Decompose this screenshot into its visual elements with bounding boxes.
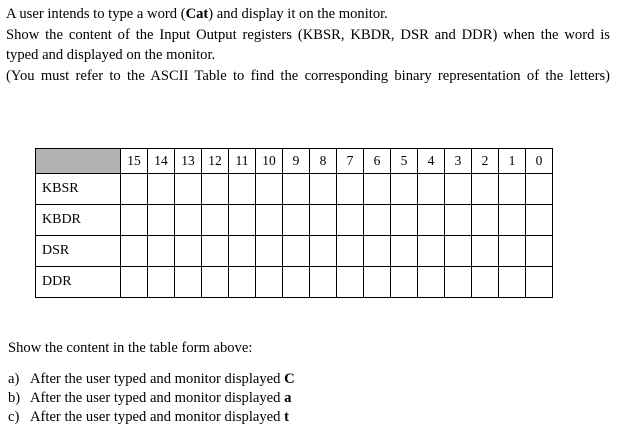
bit-cell-15[interactable] — [121, 267, 148, 298]
question-line-1-suffix: ) and display it on the monitor. — [208, 6, 388, 22]
bit-header-8: 8 — [310, 149, 337, 174]
bit-cell-2[interactable] — [472, 205, 499, 236]
bit-header-15: 15 — [121, 149, 148, 174]
bit-cell-7[interactable] — [337, 174, 364, 205]
bit-cell-1[interactable] — [499, 205, 526, 236]
bit-cell-7[interactable] — [337, 205, 364, 236]
list-item-letter: t — [284, 409, 289, 425]
bit-cell-0[interactable] — [526, 205, 553, 236]
bit-cell-6[interactable] — [364, 174, 391, 205]
list-marker: a) — [8, 371, 20, 387]
bit-cell-15[interactable] — [121, 205, 148, 236]
bit-cell-2[interactable] — [472, 267, 499, 298]
bit-cell-1[interactable] — [499, 236, 526, 267]
question-line-1-prefix: A user intends to type a word ( — [6, 6, 186, 22]
bit-cell-14[interactable] — [148, 205, 175, 236]
bit-header-6: 6 — [364, 149, 391, 174]
bit-header-9: 9 — [283, 149, 310, 174]
bit-cell-6[interactable] — [364, 205, 391, 236]
bit-header-12: 12 — [202, 149, 229, 174]
register-label: KBSR — [36, 174, 121, 205]
list-item — [8, 370, 295, 389]
question-line-3: (You must refer to the ASCII Table to find the corresponding binary representation of the letters) — [6, 67, 610, 84]
bit-cell-12[interactable] — [202, 236, 229, 267]
target-word: Cat — [185, 6, 209, 22]
bit-cell-4[interactable] — [418, 205, 445, 236]
bit-cell-13[interactable] — [175, 174, 202, 205]
bit-cell-4[interactable] — [418, 236, 445, 267]
bit-cell-11[interactable] — [229, 205, 256, 236]
bit-cell-10[interactable] — [256, 174, 283, 205]
bit-cell-12[interactable] — [202, 174, 229, 205]
bit-cell-3[interactable] — [445, 267, 472, 298]
question-text — [6, 4, 610, 86]
bit-cell-11[interactable] — [229, 174, 256, 205]
bit-cell-0[interactable] — [526, 174, 553, 205]
bit-cell-8[interactable] — [310, 174, 337, 205]
bit-cell-10[interactable] — [256, 205, 283, 236]
list-marker: c) — [8, 409, 20, 425]
list-marker: b) — [8, 390, 21, 406]
bit-cell-15[interactable] — [121, 174, 148, 205]
bit-cell-4[interactable] — [418, 267, 445, 298]
bit-header-10: 10 — [256, 149, 283, 174]
bit-cell-14[interactable] — [148, 267, 175, 298]
list-item-text: After the user typed and monitor displayed — [30, 371, 285, 387]
bit-header-3: 3 — [445, 149, 472, 174]
bit-cell-9[interactable] — [283, 267, 310, 298]
bit-cell-5[interactable] — [391, 236, 418, 267]
bit-cell-8[interactable] — [310, 205, 337, 236]
bit-cell-7[interactable] — [337, 236, 364, 267]
register-row-kbsr — [36, 174, 553, 205]
bit-header-7: 7 — [337, 149, 364, 174]
bit-cell-13[interactable] — [175, 205, 202, 236]
bit-header-row — [36, 149, 553, 174]
bit-cell-12[interactable] — [202, 205, 229, 236]
bit-cell-7[interactable] — [337, 267, 364, 298]
question-line-1 — [6, 4, 610, 25]
bit-cell-9[interactable] — [283, 205, 310, 236]
table-corner-cell — [36, 149, 121, 174]
bit-header-13: 13 — [175, 149, 202, 174]
bit-cell-3[interactable] — [445, 174, 472, 205]
bit-cell-0[interactable] — [526, 236, 553, 267]
instructions — [8, 339, 295, 427]
bit-header-4: 4 — [418, 149, 445, 174]
bit-cell-6[interactable] — [364, 267, 391, 298]
bit-cell-8[interactable] — [310, 267, 337, 298]
register-row-kbdr — [36, 205, 553, 236]
bit-header-0: 0 — [526, 149, 553, 174]
bit-cell-15[interactable] — [121, 236, 148, 267]
bit-cell-1[interactable] — [499, 174, 526, 205]
bit-cell-6[interactable] — [364, 236, 391, 267]
bit-header-2: 2 — [472, 149, 499, 174]
list-item-letter: C — [284, 371, 295, 387]
bit-cell-1[interactable] — [499, 267, 526, 298]
bit-cell-2[interactable] — [472, 236, 499, 267]
bit-cell-10[interactable] — [256, 236, 283, 267]
bit-cell-11[interactable] — [229, 267, 256, 298]
io-register-table — [35, 148, 553, 298]
bit-cell-13[interactable] — [175, 267, 202, 298]
register-label: DDR — [36, 267, 121, 298]
bit-cell-10[interactable] — [256, 267, 283, 298]
bit-cell-5[interactable] — [391, 267, 418, 298]
list-item-text: After the user typed and monitor displayed — [30, 409, 285, 425]
bit-cell-3[interactable] — [445, 205, 472, 236]
bit-cell-11[interactable] — [229, 236, 256, 267]
bit-cell-9[interactable] — [283, 174, 310, 205]
bit-cell-5[interactable] — [391, 205, 418, 236]
bit-cell-5[interactable] — [391, 174, 418, 205]
instructions-list — [8, 370, 295, 427]
list-item — [8, 389, 295, 408]
bit-cell-4[interactable] — [418, 174, 445, 205]
bit-cell-12[interactable] — [202, 267, 229, 298]
bit-cell-14[interactable] — [148, 236, 175, 267]
register-row-dsr — [36, 236, 553, 267]
bit-cell-2[interactable] — [472, 174, 499, 205]
list-item — [8, 408, 295, 427]
register-label: KBDR — [36, 205, 121, 236]
bit-header-5: 5 — [391, 149, 418, 174]
list-item-text: After the user typed and monitor displayed — [30, 390, 285, 406]
bit-header-11: 11 — [229, 149, 256, 174]
bit-cell-8[interactable] — [310, 236, 337, 267]
bit-cell-14[interactable] — [148, 174, 175, 205]
bit-cell-0[interactable] — [526, 267, 553, 298]
instructions-prompt: Show the content in the table form above: — [8, 340, 253, 356]
bit-cell-3[interactable] — [445, 236, 472, 267]
register-label: DSR — [36, 236, 121, 267]
bit-cell-9[interactable] — [283, 236, 310, 267]
list-item-letter: a — [284, 390, 292, 406]
bit-header-14: 14 — [148, 149, 175, 174]
bit-cell-13[interactable] — [175, 236, 202, 267]
bit-header-1: 1 — [499, 149, 526, 174]
question-line-2: Show the content of the Input Output registers (KBSR, KBDR, DSR and DDR) when the word is typed and displayed on the monitor. — [6, 26, 610, 63]
register-row-ddr — [36, 267, 553, 298]
